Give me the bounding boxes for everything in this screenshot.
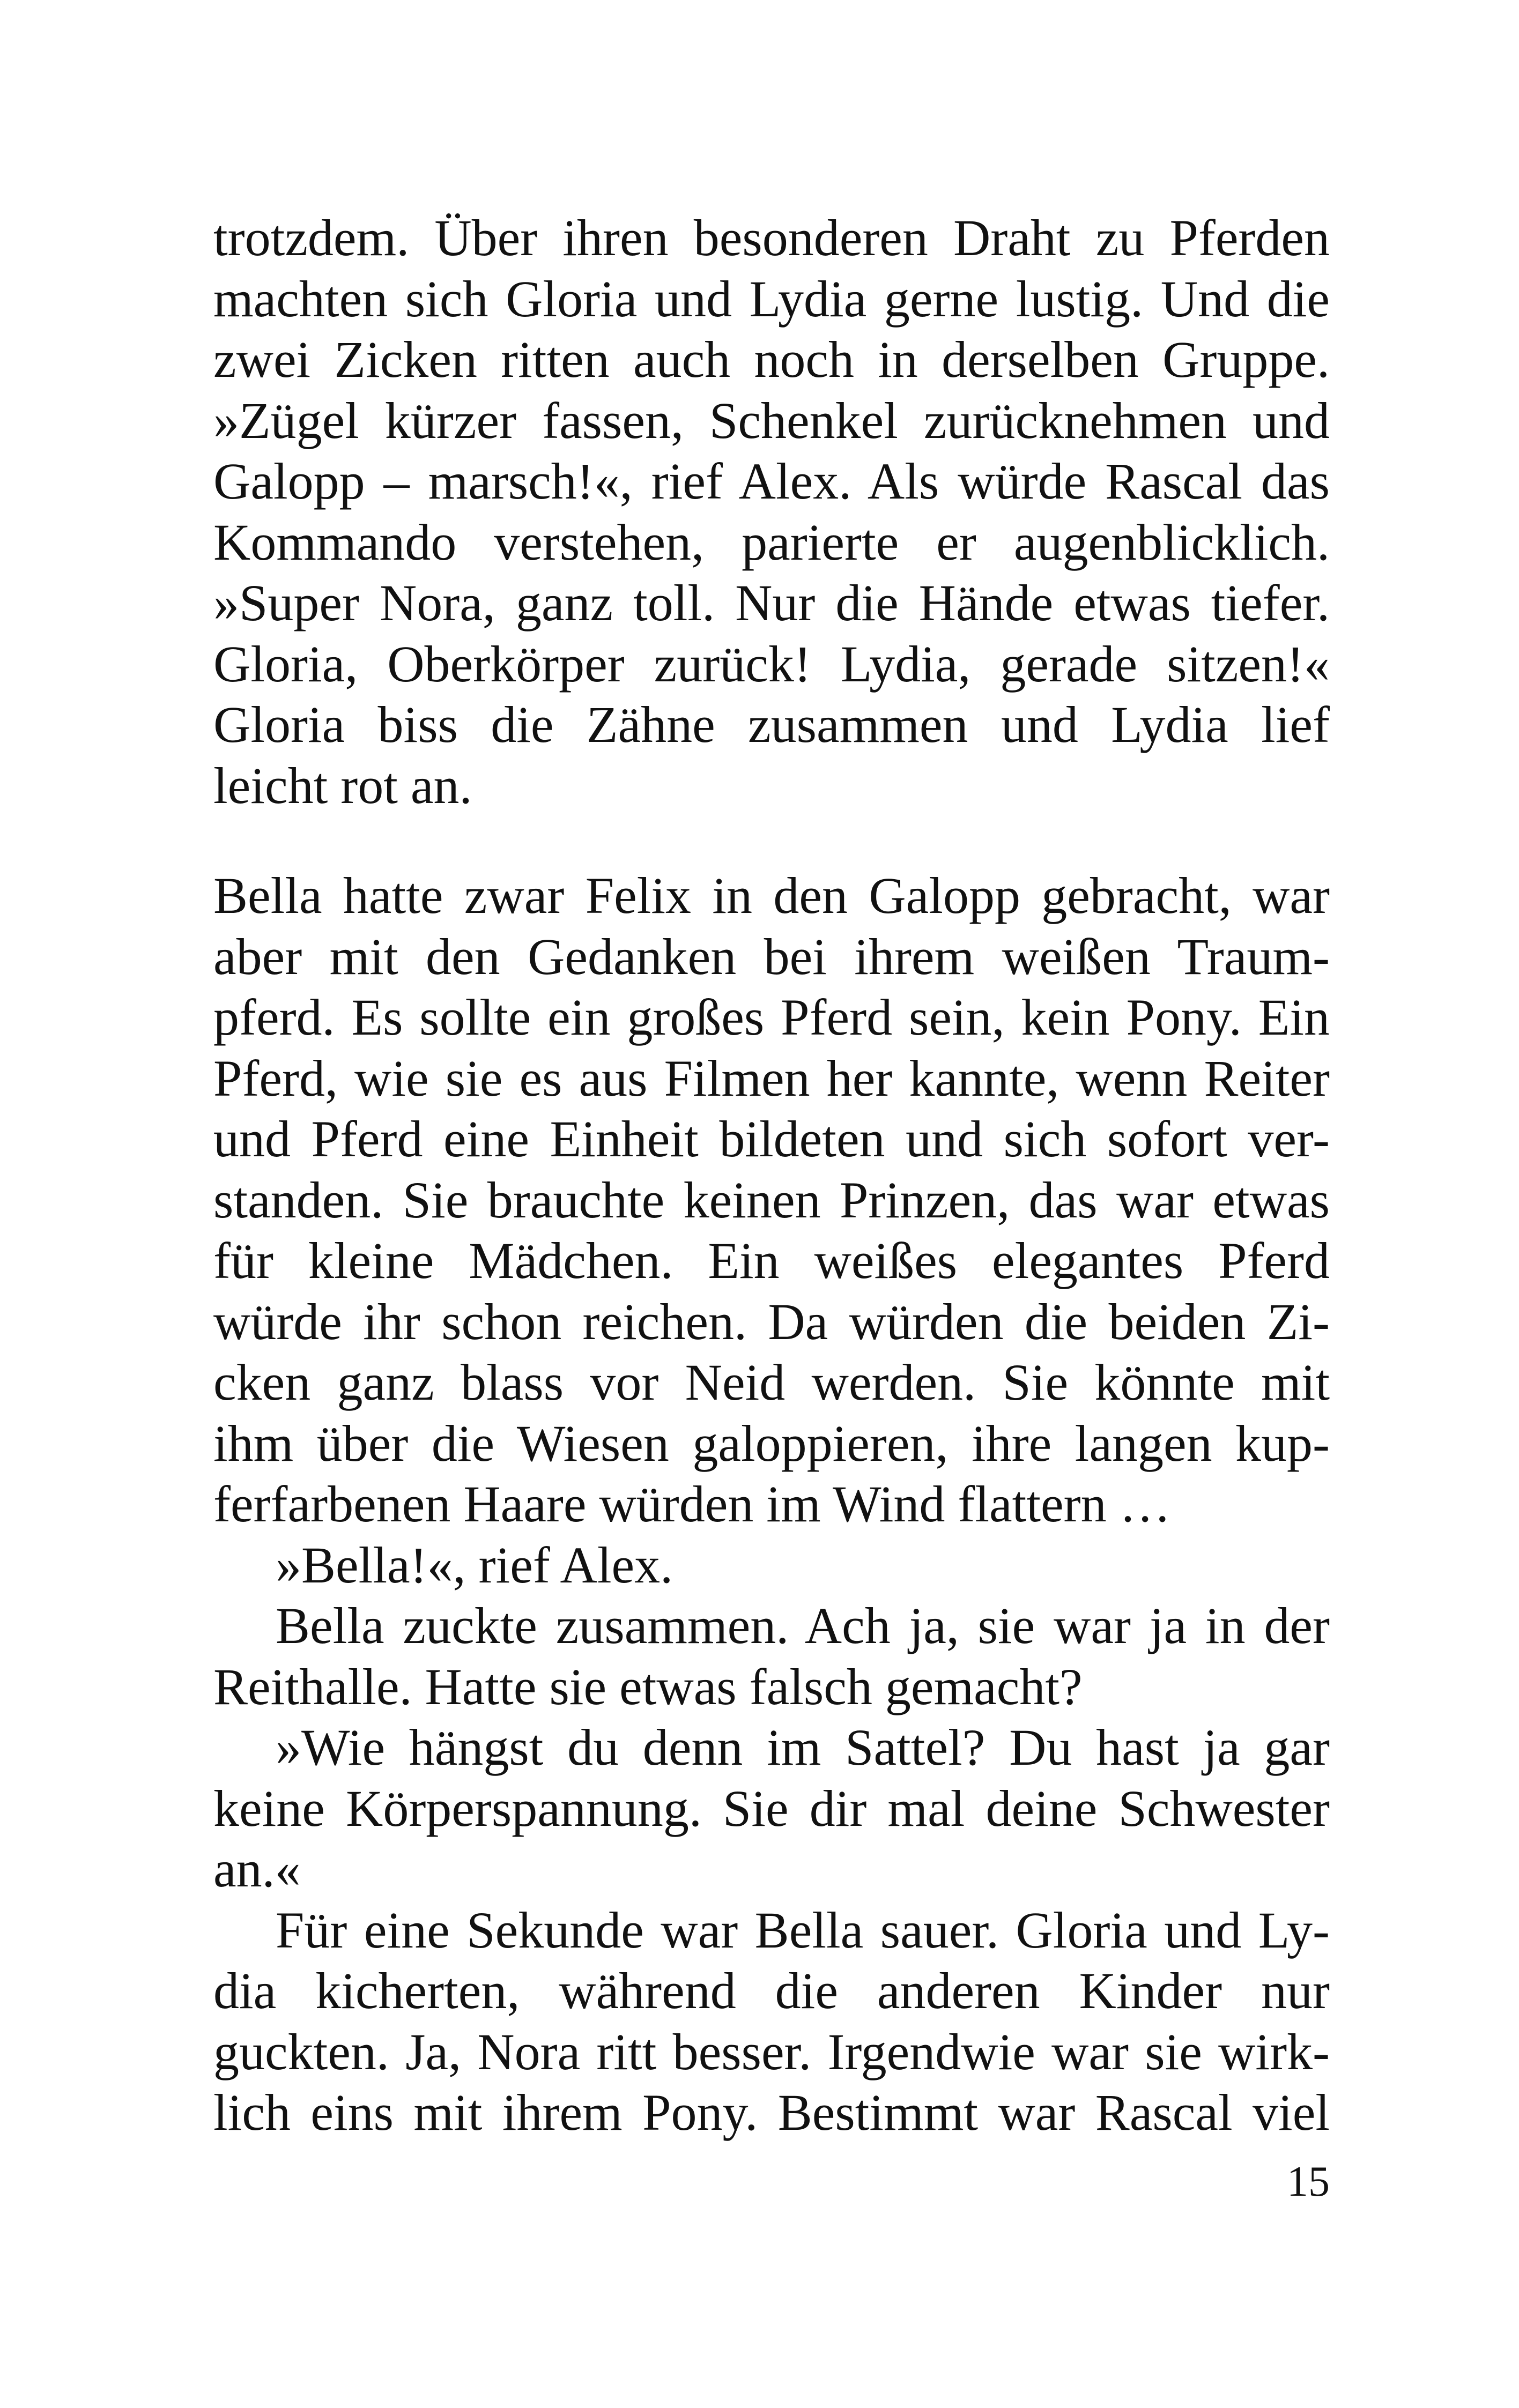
text-line: ihm über die Wiesen galoppieren, ihre langen kup-	[213, 1414, 1330, 1472]
text-line: »Bella!«, rief Alex.	[276, 1536, 673, 1594]
text-line: standen. Sie brauchte keinen Prinzen, das war etwas	[213, 1171, 1330, 1229]
text-line: lich eins mit ihrem Pony. Bestimmt war Rascal viel	[213, 2084, 1330, 2141]
text-line: zwei Zicken ritten auch noch in derselben Gruppe.	[213, 331, 1330, 388]
text-line: würde ihr schon reichen. Da würden die beiden Zi-	[213, 1292, 1330, 1350]
text-line: für kleine Mädchen. Ein weißes elegantes Pferd	[213, 1232, 1330, 1289]
text-line: cken ganz blass vor Neid werden. Sie könnte mit	[213, 1354, 1330, 1411]
text-line: Für eine Sekunde war Bella sauer. Gloria und Ly-	[276, 1901, 1330, 1959]
paragraph-1	[213, 207, 1330, 816]
text-line: Reithalle. Hatte sie etwas falsch gemacht?	[213, 1658, 1083, 1715]
text-line: Kommando verstehen, parierte er augenblicklich.	[213, 513, 1330, 571]
paragraph-2	[213, 865, 1330, 2143]
text-line: »Super Nora, ganz toll. Nur die Hände etwas tiefer.	[213, 574, 1330, 631]
text-line: aber mit den Gedanken bei ihrem weißen Traum-	[213, 927, 1330, 985]
text-line: machten sich Gloria und Lydia gerne lustig. Und die	[213, 270, 1330, 328]
text-line: pferd. Es sollte ein großes Pferd sein, kein Pony. Ein	[213, 989, 1330, 1046]
text-line: leicht rot an.	[213, 756, 472, 814]
text-line: ferfarbenen Haare würden im Wind flattern …	[213, 1475, 1171, 1533]
text-line: Bella hatte zwar Felix in den Galopp gebracht, war	[213, 867, 1330, 924]
text-line: Pferd, wie sie es aus Filmen her kannte, wenn Reiter	[213, 1049, 1330, 1107]
text-line: Gloria biss die Zähne zusammen und Lydia lief	[213, 696, 1330, 753]
text-line: dia kicherten, während die anderen Kinder nur	[213, 1962, 1330, 2019]
text-line: trotzdem. Über ihren besonderen Draht zu Pferden	[213, 209, 1330, 266]
text-line: Galopp – marsch!«, rief Alex. Als würde Rascal das	[213, 452, 1330, 510]
text-line: guckten. Ja, Nora ritt besser. Irgendwie war sie wirk-	[213, 2023, 1330, 2080]
text-line: Gloria, Oberkörper zurück! Lydia, gerade sitzen!«	[213, 635, 1330, 693]
page-number: 15	[1287, 2158, 1330, 2205]
text-line: an.«	[213, 1840, 301, 1898]
text-line: und Pferd eine Einheit bildeten und sich sofort ver-	[213, 1110, 1330, 1168]
text-line: keine Körperspannung. Sie dir mal deine Schwester	[213, 1779, 1330, 1837]
text-line: Bella zuckte zusammen. Ach ja, sie war ja in der	[276, 1597, 1330, 1654]
text-line: »Zügel kürzer fassen, Schenkel zurücknehmen und	[213, 391, 1330, 449]
text-line: »Wie hängst du denn im Sattel? Du hast ja gar	[276, 1719, 1330, 1776]
